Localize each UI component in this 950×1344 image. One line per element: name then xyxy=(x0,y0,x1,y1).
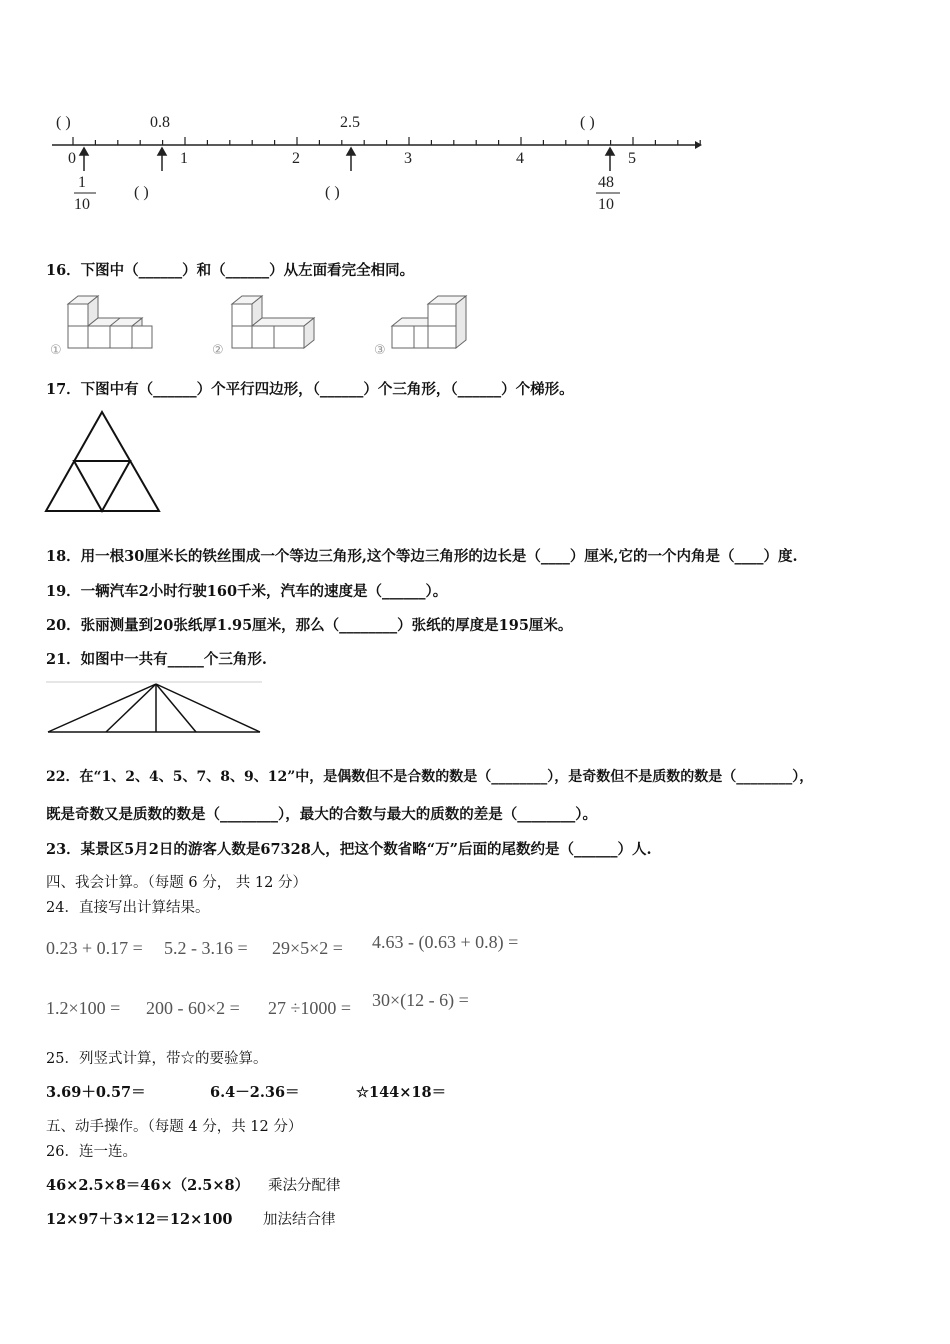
cube-figure-2 xyxy=(212,296,314,358)
calc-3: 29×5×2 = xyxy=(272,938,343,958)
tick-label-4: 4 xyxy=(516,150,524,167)
q22-line-2: 既是奇数又是质数的数是（________），最大的合数与最大的质数的差是（________）。 xyxy=(46,806,597,823)
section-5-title: 五、动手操作。（每题 4 分，共 12 分） xyxy=(46,1119,303,1135)
q21-triangle-figure xyxy=(44,678,266,736)
q24-text: 24．直接写出计算结果。 xyxy=(46,900,210,916)
number-line-figure xyxy=(40,105,720,220)
top-blank-left: ( ) xyxy=(56,114,71,131)
section-4-title: 四、我会计算。（每题 6 分， 共 12 分） xyxy=(46,875,307,891)
q17-triangle-figure xyxy=(44,410,164,516)
up-arrows xyxy=(80,148,614,171)
bottom-blank-1: ( ) xyxy=(134,184,149,201)
calc-7: 27 ÷1000 = xyxy=(268,998,352,1018)
q26-text: 26．连一连。 xyxy=(46,1144,137,1160)
q16-cube-figures xyxy=(46,290,486,362)
calc-1: 0.23 + 0.17 = xyxy=(46,938,143,958)
q18-text: 18．用一根30厘米长的铁丝围成一个等边三角形,这个等边三角形的边长是（____）厘米,它的一个内角是（____）度. xyxy=(46,548,798,565)
q26-left-2: 12×97＋3×12＝12×100 xyxy=(46,1211,233,1228)
bottom-blank-2: ( ) xyxy=(325,184,340,201)
tick-label-5: 5 xyxy=(628,150,636,167)
label-2.5: 2.5 xyxy=(340,114,360,131)
fraction-2-numerator: 48 xyxy=(598,174,614,191)
tick-label-3: 3 xyxy=(404,150,412,167)
calc-4: 4.63 - (0.63 + 0.8) = xyxy=(372,932,519,952)
calc-5: 1.2×100 = xyxy=(46,998,121,1018)
figure-2-label: ② xyxy=(212,343,224,358)
up-arrow-icon xyxy=(158,148,166,155)
fraction-1-denominator: 10 xyxy=(74,196,90,213)
q26-left-1: 46×2.5×8＝46×（2.5×8） xyxy=(46,1177,250,1194)
number-line-ticks xyxy=(73,137,700,145)
calc-8: 30×(12 - 6) = xyxy=(372,990,469,1010)
calc-6: 200 - 60×2 = xyxy=(146,998,240,1018)
up-arrow-icon xyxy=(347,148,355,155)
q22-line-1: 22．在“1、2、4、5、7、8、9、12”中，是偶数但不是合数的数是（________），是奇数但不是质数的数是（________）， xyxy=(46,769,814,785)
label-0.8: 0.8 xyxy=(150,114,170,131)
q25-item-2: 6.4－2.36＝ xyxy=(210,1084,300,1101)
fraction-2-denominator: 10 xyxy=(598,196,614,213)
up-arrow-icon xyxy=(80,148,88,155)
tick-label-1: 1 xyxy=(180,150,188,167)
q26-right-1: 乘法分配律 xyxy=(268,1178,341,1194)
q23-text: 23．某景区5月2日的游客人数是67328人，把这个数省略“万”后面的尾数约是（______）人. xyxy=(46,841,652,858)
q17-text: 17．下图中有（______）个平行四边形，（______）个三角形，（______）个梯形。 xyxy=(46,381,574,398)
fraction-1-numerator: 1 xyxy=(78,174,86,191)
q21-text: 21．如图中一共有_____个三角形. xyxy=(46,651,267,668)
calc-2: 5.2 - 3.16 = xyxy=(164,938,248,958)
up-arrow-icon xyxy=(606,148,614,155)
q19-text: 19．一辆汽车2小时行驶160千米，汽车的速度是（______）。 xyxy=(46,583,448,600)
q25-item-3: ☆144×18＝ xyxy=(356,1084,447,1101)
q25-item-1: 3.69＋0.57＝ xyxy=(46,1084,146,1101)
tick-label-0: 0 xyxy=(68,150,76,167)
top-blank-right: ( ) xyxy=(580,114,595,131)
tick-label-2: 2 xyxy=(292,150,300,167)
q25-text: 25．列竖式计算，带☆的要验算。 xyxy=(46,1051,268,1067)
cube-figure-3 xyxy=(374,296,466,358)
q16-text: 16．下图中（______）和（______）从左面看完全相同。 xyxy=(46,262,415,279)
number-line-arrow-icon xyxy=(695,141,702,149)
figure-3-label: ③ xyxy=(374,343,386,358)
q26-right-2: 加法结合律 xyxy=(263,1212,336,1228)
cube-figure-1 xyxy=(50,296,152,358)
figure-1-label: ① xyxy=(50,343,62,358)
q20-text: 20．张丽测量到20张纸厚1.95厘米，那么（________）张纸的厚度是195厘米。 xyxy=(46,617,573,634)
